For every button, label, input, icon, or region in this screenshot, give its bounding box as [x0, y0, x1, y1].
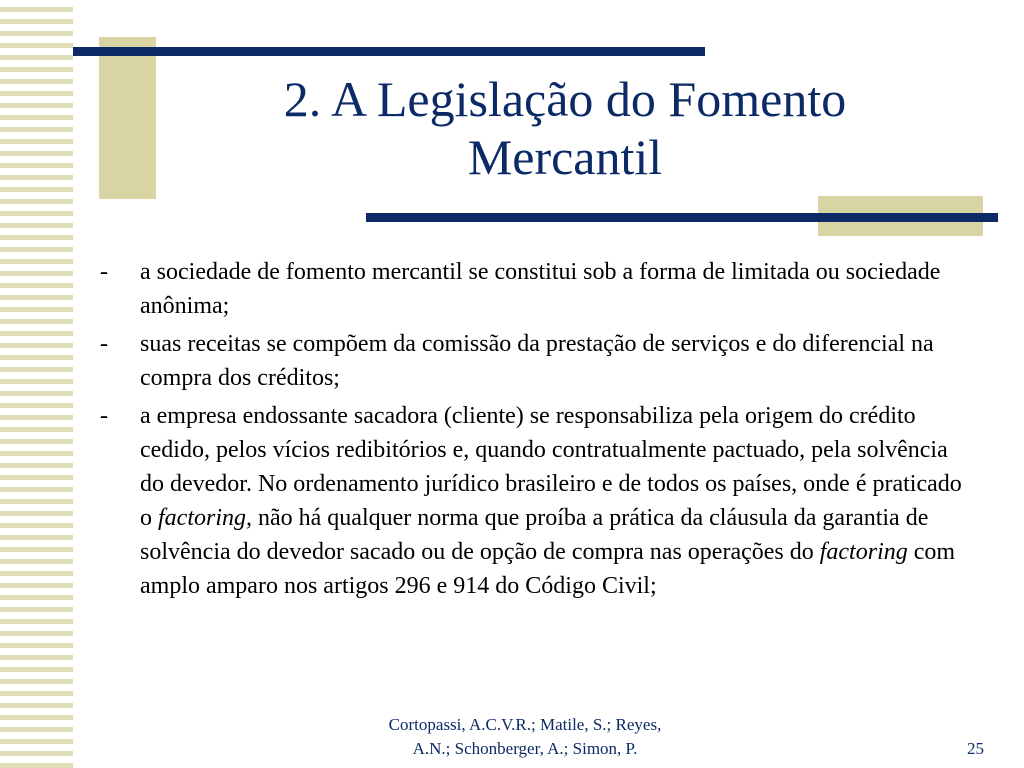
footer-citation-line-2: A.N.; Schonberger, A.; Simon, P.: [412, 739, 638, 758]
slide-title-line-2: Mercantil: [467, 129, 663, 185]
bullet-item: [94, 327, 974, 395]
bullet-text-part: com amplo amparo nos artigos 296 e 914 do Código Civil;: [140, 539, 956, 599]
bullet-list: [94, 255, 974, 607]
decorative-beige-square-top: [99, 37, 156, 199]
slide-title-line-1: 2. A Legislação do Fomento: [283, 71, 847, 127]
bullet-text-part: a empresa endossante sacadora (cliente) se responsabiliza pela origem do crédito cedido, pelos vícios redibitórios e, quando contratualmente pactuado, pela solvência do devedor. No ordenamento jurídico brasileiro e de todos os países, onde é praticado o: [140, 403, 962, 531]
bullet-text: [140, 403, 962, 599]
bullet-marker: -: [100, 331, 108, 357]
bullet-text-part: não há qualquer norma que proíba a prática da cláusula da garantia de solvência do devedor sacado ou de opção de compra nas operações do: [140, 505, 929, 565]
page-number: 25: [967, 739, 984, 758]
bullet-item: [94, 399, 974, 603]
italic-term: factoring,: [158, 505, 252, 531]
bullet-marker: -: [100, 403, 108, 429]
footer-citation-line-1: Cortopassi, A.C.V.R.; Matile, S.; Reyes,: [388, 715, 662, 734]
decorative-navy-bar-bottom: [366, 213, 998, 222]
footer-citation: [330, 713, 720, 761]
bullet-marker: -: [100, 259, 108, 285]
italic-term: factoring: [819, 539, 908, 565]
decorative-navy-bar-top: [73, 47, 705, 56]
bullet-item: [94, 255, 974, 323]
slide-title: [160, 70, 970, 186]
decorative-stripes: [0, 0, 73, 768]
bullet-text: a sociedade de fomento mercantil se constitui sob a forma de limitada ou sociedade anônima;: [140, 259, 941, 319]
bullet-text: suas receitas se compõem da comissão da prestação de serviços e do diferencial na compra dos créditos;: [140, 331, 934, 391]
